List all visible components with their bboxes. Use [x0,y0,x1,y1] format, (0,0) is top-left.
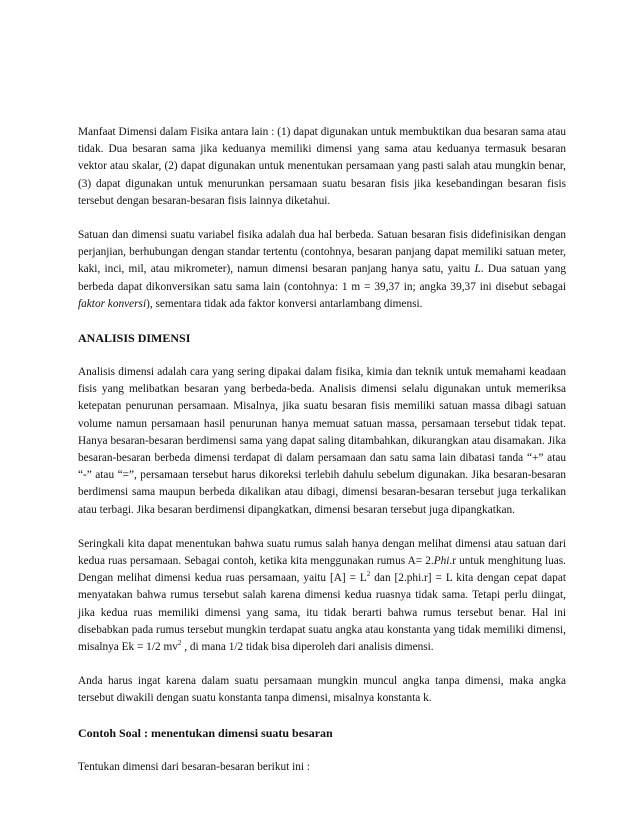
text-run: ), sementara tidak ada faktor konversi antarlambang dimensi. [146,297,423,310]
paragraph-gap [78,210,566,227]
paragraph-dimension-benefits: Manfaat Dimensi dalam Fisika antara lain : (1) dapat digunakan untuk membuktikan dua besaran sama atau tidak. Dua besaran sama jika keduanya memiliki dimensi yang sama atau keduanya termasuk besaran vektor atau skalar, (2) dapat digunakan untuk menentukan persamaan yang pasti salah atau mungkin benar, (3) dapat digunakan untuk menurunkan persamaan suatu besaran fisis jika kesebandingan besaran fisis tersebut dengan besaran-besaran fisis lainnya diketahui. [78,126,566,207]
italic-dimension-symbol: L [474,263,481,276]
text-run: Seringkali kita dapat menentukan bahwa suatu rumus salah hanya dengan melihat dimensi atau satuan dari kedua ruas persamaan. Sebagai contoh, ketika kita menggunakan rumus A= 2. [78,537,566,568]
italic-phi: Phi [433,555,450,568]
paragraph-dimensional-analysis: Analisis dimensi adalah cara yang sering dipakai dalam fisika, kimia dan teknik untuk memahami keadaan fisis yang melibatkan besaran yang berbeda-beda. Analisis dimensi selalu digunakan untuk memeriksa ketepatan penurunan persamaan. Misalnya, jika suatu besaran fisis memiliki satuan massa dibagi satuan volume namun persamaan hasil penurunan hanya memuat satuan massa, persamaan tersebut tidak tepat. Hanya besaran-besaran berdimensi sama yang dapat saling ditambahkan, dikurangkan atau disamakan. Jika besaran-besaran berbeda dimensi terdapat di dalam persamaan dan satu sama lain dibatasi tanda “+” atau “-” atau “=”, persamaan tersebut harus dikoreksi terlebih dahulu sebelum digunakan. Jika besaran-besaran berdimensi sama maupun berbeda dikalikan atau dibagi, dimensi besaran-besaran tersebut juga terkalikan atau terbagi. Jika besaran berdimensi dipangkatkan, dimensi besaran tersebut juga dipangkatkan. [78,366,566,516]
paragraph-gap [78,519,566,536]
paragraph-gap [78,742,566,759]
italic-term: faktor konversi [78,297,147,310]
paragraph-units-vs-dimensions [78,227,566,313]
paragraph-formula-check [78,536,566,656]
document-page [78,124,566,776]
paragraph-exercise-intro: Tentukan dimensi dari besaran-besaran berikut ini : [78,760,310,773]
superscript: 2 [366,570,371,579]
paragraph-dimensionless-constant: Anda harus ingat karena dalam suatu persamaan mungkin muncul angka tanpa dimensi, maka angka tersebut diwakili dengan suatu konstanta tanpa dimensi, misalnya konstanta k. [78,675,566,705]
section-heading-analisis-dimensi: ANALISIS DIMENSI [78,331,191,346]
text-run: . Dua satuan yang berbeda dapat dikonversikan satu sama lain (contohnya: 1 m = 39,37 in; angka 39,37 ini disebut sebagai [78,263,566,293]
text-run: .r untuk menghitung luas. Dengan melihat dimensi kedua ruas persamaan, yaitu [A] = L [78,555,566,585]
paragraph-gap [78,656,566,673]
section-heading-contoh-soal: Contoh Soal : menentukan dimensi suatu besaran [78,725,333,740]
text-run: Satuan dan dimensi suatu variabel fisika adalah dua hal berbeda. Satuan besaran fisis didefinisikan dengan perjanjian, berhubungan dengan standar tertentu (contohnya, besaran panjang dapat memiliki satuan meter, kaki, inci, mil, atau mikrometer), namun dimensi besaran panjang hanya satu, yaitu [78,229,566,276]
paragraph-gap [78,708,566,725]
text-run: dan [2.phi.r] = L kita dengan cepat dapat menyatakan bahwa rumus tersebut salah karena dimensi kedua ruasnya tidak sama. Tetapi perlu diingat, jika kedua ruas memiliki dimensi yang sama, itu tidak berarti bahwa rumus tersebut benar. Hal ini disebabkan pada rumus tersebut mungkin terdapat suatu angka atau konstanta yang tidak memiliki dimensi, misalnya Ek = 1/2 mv [78,572,566,654]
text-run: , di mana 1/2 tidak bisa diperoleh dari analisis dimensi. [181,641,434,654]
paragraph-gap [78,313,566,330]
superscript: 2 [177,639,182,648]
paragraph-gap [78,347,566,364]
